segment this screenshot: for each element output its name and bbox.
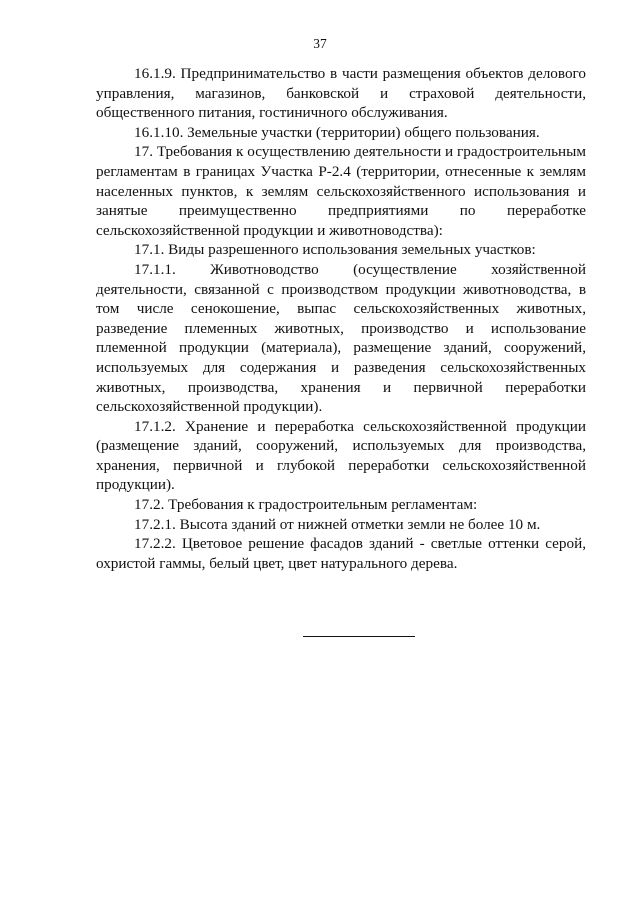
paragraph-17: 17. Требования к осуществлению деятельности и градостроительным регламентам в границах Участка Р-2.4 (территории, отнесенные к землям населенных пунктов, к землям сельскохозяйственного использования и занятые преимущественно предприятиями по переработке сельскохозяйственной продукции и животноводства): bbox=[96, 143, 586, 239]
paragraph-17-1-1: 17.1.1. Животноводство (осуществление хозяйственной деятельности, связанной с производством продукции животноводства, в том числе сенокошение, выпас сельскохозяйственных животных, разведение племенных животных, производство и использование племенной продукции (материала), размещение зданий, сооружений, используемых для содержания и разведения сельскохозяйственных животных, производства, хранения и первичной переработки сельскохозяйственной продукции). bbox=[96, 260, 586, 416]
paragraph-17-2-2: 17.2.2. Цветовое решение фасадов зданий - светлые оттенки серой, охристой гаммы, белый цвет, цвет натурального дерева. bbox=[96, 535, 586, 572]
paragraph-17-2-1: 17.2.1. Высота зданий от нижней отметки земли не более 10 м. bbox=[134, 515, 541, 533]
page-number: 37 bbox=[313, 36, 327, 51]
end-separator-line bbox=[303, 636, 415, 637]
paragraph-17-2: 17.2. Требования к градостроительным регламентам: bbox=[134, 496, 478, 514]
paragraph-16-1-10: 16.1.10. Земельные участки (территории) общего пользования. bbox=[134, 123, 540, 141]
paragraph-17-1-2: 17.1.2. Хранение и переработка сельскохозяйственной продукции (размещение зданий, сооружений, используемых для производства, хранения, первичной и глубокой переработки сельскохозяйственной продукции). bbox=[96, 417, 586, 494]
paragraph-16-1-9: 16.1.9. Предпринимательство в части размещения объектов делового управления, магазинов, банковской и страховой деятельности, общественного питания, гостиничного обслуживания. bbox=[96, 65, 586, 122]
document-body bbox=[96, 64, 586, 573]
paragraph-17-1: 17.1. Виды разрешенного использования земельных участков: bbox=[134, 241, 536, 259]
